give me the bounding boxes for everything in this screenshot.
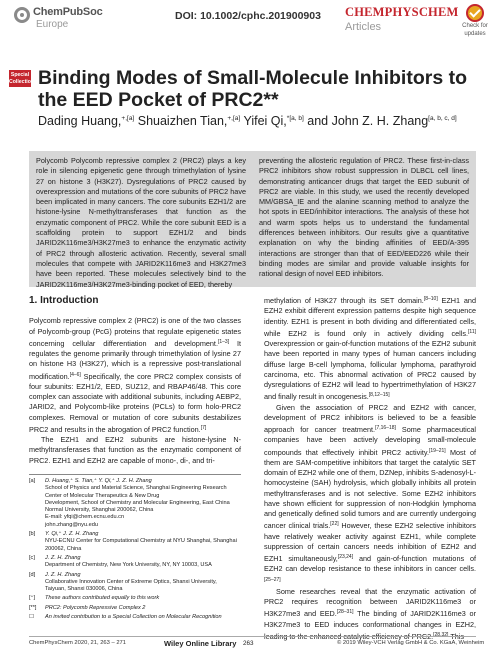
footnote-line: D. Huang,⁺ S. Tian,⁺ Y. Qi,⁺ J. Z. H. Zhang: [45, 478, 152, 484]
author-name[interactable]: Dading Huang,: [38, 114, 122, 128]
footnote-line: 200062, China: [45, 545, 82, 552]
text-run: Specifically, the core PRC2 complex consists of four subunits: EZH1/2, EED, SUZ12, and RBAP46/48. This core complex can associate with additional subunits, including AEBP2, JARID2, and Polycomb-like proteins (PCLs) to form holo-PRC2 complexes. Removal or mutation of core subunits destabilizes PRC2 and results in the abrogation of PRC2 function.: [29, 371, 241, 434]
article-title: Binding Modes of Small-Molecule Inhibitors to the EED Pocket of PRC2**: [38, 67, 467, 111]
citation-ref[interactable]: [8,12–15]: [368, 392, 390, 399]
text-run: Given the association of PRC2 and EZH2 with cancer, development of PRC2 inhibitors is believed to be a feasible approach for cancer treatment.: [264, 402, 476, 434]
badge-line-1: Special: [10, 72, 30, 78]
footnote-line: Development, School of Chemistry and Molecular Engineering, East China: [45, 499, 230, 506]
text-run: The binding of JARID2K116me3 or H3K27me3 to EED induces conformational changes in EZH2, leading to the enhanced catalytic efficiency of PRC2.: [264, 609, 476, 641]
text-run: Some pharmaceutical companies have been actively developing small-molecule compounds that effectively inhibit PRC2 activity.: [264, 425, 476, 457]
text-run: EZH1 and EZH2 exhibit different expression patterns despite high sequence identity. EZH1 is present in both dividing and differentiated cells, while EZH2 is found only in actively dividing cells.: [264, 296, 476, 338]
copyright-notice: © 2019 Wiley-VCH Verlag GmbH & Co. KGaA, Weinheim: [337, 640, 485, 646]
page-header: [0, 0, 496, 44]
abstract-left-column: Polycomb Polycomb repressive complex 2 (PRC2) plays a key role in silencing epigenetic gene through trimethylation of lysine 27 on histone 3 (H3K27). Dysregulations of PRC2 caused by overexpression and mutations of the core subunits of PRC2 have been implicated in many cancers. The core subunits EZH1/2 are histone-lysine N-methyltransferases that function as the enzymatic component of PRC2. While the core subunit EED is a scaffolding protein to support EZH1/2 and binds JARID2K116me3/H3K27me3 to enhance the enzymatic activity of PRC2 through allosteric activation. Recently, several small molecules that compete with JARID2K116me3 and H3K27me3 have been reported. These molecules selectively bind to the JARID2K116me3/H3K27me3-binding pocket of EED, thereby: [36, 156, 246, 289]
text-run: methylation of H3K27 through its SET domain.: [264, 296, 424, 305]
footnotes: [29, 478, 243, 621]
footnote-key: [**]: [29, 604, 37, 611]
footnote-key: [d]: [29, 571, 36, 578]
body-paragraph: The EZH1 and EZH2 subunits are histone-lysine N-methyltransferases that function as the enzymatic component of PRC2. EZH1 and EZH2 are capable of mono-, di-, and tri-: [29, 435, 241, 465]
check-label-2: updates: [464, 31, 486, 37]
footnote-line[interactable]: john.zhang@nyu.edu: [45, 521, 98, 528]
abstract-box: [29, 151, 476, 287]
footnote-item: [29, 572, 243, 594]
body-paragraph: [264, 403, 476, 587]
footnote-line: An invited contribution to a Special Collection on Molecular Recognition: [45, 614, 222, 621]
citation-ref[interactable]: [28–31]: [336, 609, 354, 616]
footnote-line: School of Physics and Material Science, Shanghai Engineering Research: [45, 485, 227, 492]
citation-ref[interactable]: [7,16–18]: [375, 425, 396, 431]
citation-ref[interactable]: [19–21]: [428, 447, 446, 454]
page-footer: [0, 636, 496, 650]
footnote-line: J. Z. H. Zhang: [45, 554, 81, 561]
abstract-right-column: preventing the allosteric regulation of PRC2. These first-in-class PRC2 inhibitors show robust suppression in DLBCL cell lines, demonstrating anticancer drugs that target the EED subunit of PRC2 are viable. In this study, we used the recently developed MM/GBSA_IE and the alanine scanning method to analyze the hot spots in EED/inhibitor interactions. The analysis of these hot and warm spots helps us to understand the fundamental differences between inhibitors. Our results give a quantitative explanation on why the binding affinities of EED/A-395 interactions are stronger than that of EED/EED226 while their binding modes are similar and provide valuable insights for rational design of novel EED inhibitors.: [259, 156, 469, 279]
footnote-line[interactable]: E-mail: yfqi@chem.ecnu.edu.cn: [45, 514, 125, 521]
footnote-line: Taiyuan, Shanxi 030006, China: [45, 586, 123, 593]
chempubsoc-logo-icon: [14, 7, 30, 23]
footnote-line: Y. Qi,⁺ J. Z. H. Zhang: [45, 531, 99, 538]
check-for-updates-button[interactable]: [458, 4, 492, 40]
publisher-sub: Europe: [36, 19, 69, 30]
footer-divider: [29, 636, 476, 637]
body-paragraph: [264, 587, 476, 642]
author-name[interactable]: and John Z. H. Zhang: [307, 114, 429, 128]
footnote-item: [29, 555, 243, 570]
author-affiliation: *[a, b]: [286, 114, 304, 122]
footnote-item: [29, 605, 243, 612]
page-number: 263: [243, 640, 254, 647]
check-label-1: Check for: [462, 23, 488, 29]
author-name[interactable]: Shuaizhen Tian,: [137, 114, 228, 128]
journal-brand: [345, 5, 459, 39]
publisher-logo[interactable]: [14, 4, 103, 34]
badge-line-2: Collection: [9, 78, 35, 85]
footnote-item: [29, 614, 243, 621]
citation-ref[interactable]: [7]: [200, 424, 207, 431]
citation-ref[interactable]: [25–27]: [264, 576, 281, 583]
text-run: Most of them are SAM-competitive inhibitors that target the catalytic SET domain of EZH2 while one of them, DZNep, inhibits S-adenosyl-L-homocysteine (SAH) hydrolysis, which globally inhibits all protein methyltransferases and is not selective. Some EZH2 inhibitors have shown efficient for suppression of non-Hodgkin lymphoma and genetically defined solid tumors and are currently undergoing cancer clinical trials.: [264, 447, 476, 531]
footnote-item: [29, 531, 243, 553]
footnote-key: [c]: [29, 554, 35, 561]
footnote-line: PRC2: Polycomb Repressive Complex 2: [45, 604, 146, 611]
body-right-column: [264, 294, 476, 642]
citation-ref[interactable]: [1–3]: [217, 338, 230, 345]
author-list: [38, 114, 478, 128]
body-paragraph: [264, 294, 476, 403]
text-run: Overexpression or gain-of-function mutations of the EZH2 subunit have been reported in many types of human cancers including diffuse large B-cell lymphoma, follicular lymphoma, parathyroid carcinoma, etc. This abnormal activation of PRC2 caused by dysregulations of EZH2 will lead to hypertrimethylation of H3K27 and finally result in oncogenesis.: [264, 339, 476, 402]
text-run: However, these EZH2 selective inhibitors have relatively weaker activity against EZH1, while complete suppression of certain cancers needs inhibition of EZH2 and EZH1 simultaneously,: [264, 521, 476, 563]
footnote-line: These authors contributed equally to this work: [45, 595, 160, 602]
footnote-line: Department of Chemistry, New York University, NY, NY 10003, USA: [45, 562, 212, 569]
article-type: Articles: [345, 21, 382, 33]
footnote-line: Center of Molecular Therapeutics & New Drug: [45, 492, 160, 499]
body-left-column: [29, 294, 241, 466]
author-affiliation: +,[a]: [227, 114, 241, 122]
citation-ref[interactable]: [28,32]: [433, 631, 449, 638]
citation-ref[interactable]: [8–10]: [423, 296, 438, 302]
special-collection-badge: [9, 70, 35, 87]
citation-ref[interactable]: [23,24]: [337, 554, 354, 560]
footnote-line: NYU-ECNU Center for Computational Chemistry at NYU Shanghai, Shanghai: [45, 538, 237, 545]
publisher-name: ChemPubSoc: [33, 6, 103, 18]
footnote-divider: [29, 474, 241, 475]
footnote-item: [29, 595, 243, 602]
footnote-line: J. Z. H. Zhang: [45, 571, 81, 578]
citation-ref[interactable]: [22]: [330, 521, 339, 528]
journal-name: CHEMPHYSCHEM: [345, 5, 459, 19]
footnote-key: ☐: [29, 614, 35, 621]
citation-ref[interactable]: [11]: [468, 328, 476, 335]
body-paragraph: [29, 316, 241, 435]
wiley-online-library-link[interactable]: Wiley Online Library: [164, 639, 237, 648]
author-name[interactable]: Yifei Qi,: [243, 114, 287, 128]
footnote-key: [a]: [29, 478, 36, 484]
footnote-key: [⁺]: [29, 595, 36, 602]
footnote-item: [29, 478, 243, 529]
section-heading: 1. Introduction: [29, 295, 99, 306]
text-run: This: [448, 631, 465, 641]
doi-link[interactable]: DOI: 10.1002/cphc.201900903: [175, 10, 321, 22]
citation-ref[interactable]: [4–6]: [69, 371, 81, 378]
footnote-line: Normal University, Shanghai 200062, China: [45, 507, 154, 514]
text-run: Some researches reveal that the enzymatic activation of PRC2 requires recognition between JARID2K116me3 or H3K27me3 and EED.: [264, 586, 476, 619]
author-affiliation: +,[a]: [121, 114, 135, 122]
author-affiliation: [a, b, c, d]: [428, 114, 457, 122]
check-updates-icon: [466, 4, 484, 22]
footnote-line: Collaborative Innovation Center of Extreme Optics, Shanxi University,: [45, 578, 217, 585]
footnote-key: [b]: [29, 531, 36, 538]
text-run: and gain-of-function mutations of EZH2 can develop resistance to these inhibitors in cancer cells.: [264, 554, 477, 574]
journal-citation: ChemPhysChem 2020, 21, 263 – 271: [29, 640, 126, 646]
text-run: Polycomb repressive complex 2 (PRC2) is one of the two classes of Polycomb-group (PcG) proteins that regulate epigenetic states concerning cellular differentiation and development.: [29, 316, 241, 348]
text-run: It regulates the genome primarily through trimethylation of lysine 27 on histone H3 (H3K27), which is a repressive post-translational modification.: [29, 338, 241, 381]
